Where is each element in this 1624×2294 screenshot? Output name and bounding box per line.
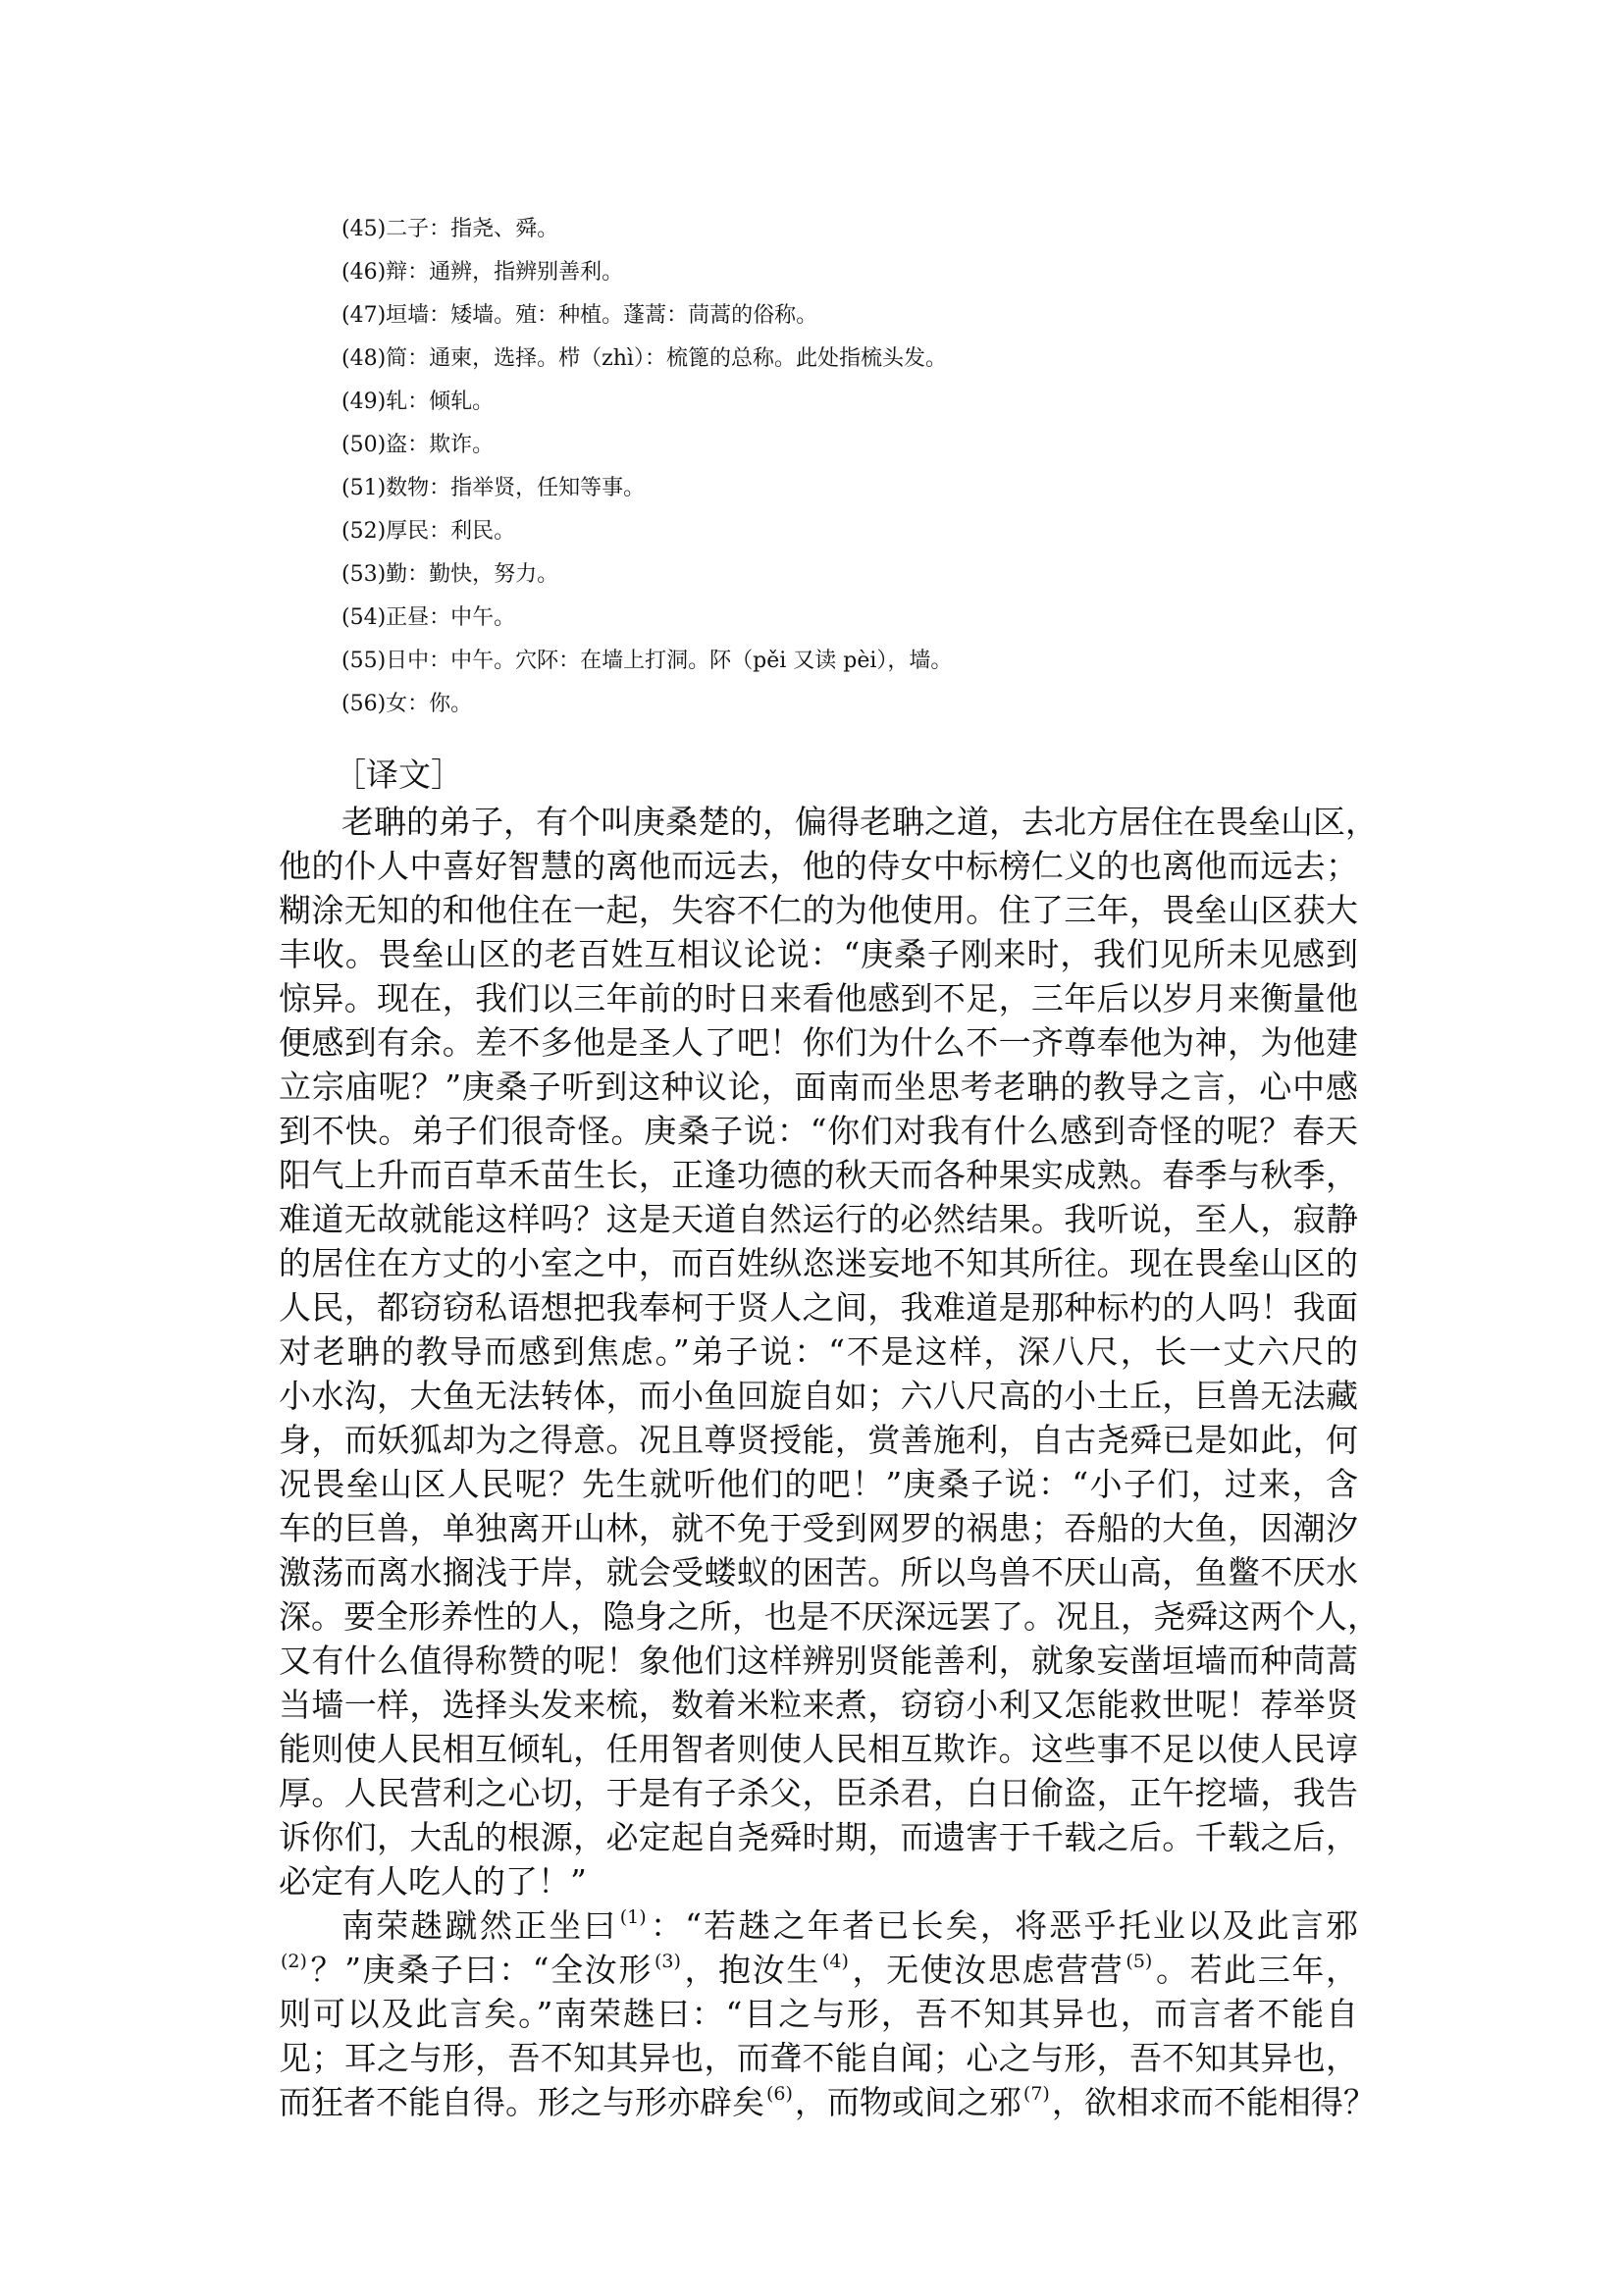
footnote-ref: (4) xyxy=(821,1951,849,1972)
note-item: (48)简：通柬，选择。栉（zhì）：梳篦的总称。此处指梳头发。 xyxy=(341,346,947,371)
note-item: (45)二子：指尧、舜。 xyxy=(341,217,559,241)
original-text: ，而物或间之邪 xyxy=(794,2083,1022,2121)
original-text: ，无使汝思虑营营 xyxy=(850,1951,1125,1989)
footnote-ref: (5) xyxy=(1126,1951,1153,1972)
original-line: 见；耳之与形，吾不知其异也，而聋不能自闻；心之与形，吾不知其异也， xyxy=(279,2039,1358,2077)
translation-line: 到不快。弟子们很奇怪。庚桑子说：“你们对我有什么感到奇怪的呢？春天 xyxy=(279,1112,1358,1150)
footnote-ref: (3) xyxy=(655,1951,681,1972)
footnote-ref: (7) xyxy=(1022,2083,1050,2105)
translation-line: 又有什么值得称赞的呢！象他们这样辨别贤能善利，就象妄凿垣墙而种茼蒿 xyxy=(279,1642,1358,1680)
original-line: 则可以及此言矣。”南荣趎曰：“目之与形，吾不知其异也，而言者不能自 xyxy=(279,1995,1358,2033)
note-item: (53)勤：勤快，努力。 xyxy=(341,562,559,587)
original-text: ？”庚桑子曰：“全汝形 xyxy=(308,1951,653,1989)
translation-line: 激荡而离水搁浅于岸，就会受蝼蚁的困苦。所以鸟兽不厌山高，鱼鳖不厌水 xyxy=(279,1553,1358,1591)
translation-line: 立宗庙呢？”庚桑子听到这种议论，面南而坐思考老聃的教导之言，心中感 xyxy=(279,1068,1358,1106)
footnote-ref: (1) xyxy=(619,1906,647,1928)
translation-line: 丰收。畏垒山区的老百姓互相议论说：“庚桑子刚来时，我们见所未见感到 xyxy=(279,935,1358,973)
notes-list xyxy=(341,208,1323,726)
original-text: 。若此三年， xyxy=(1154,1951,1359,1989)
translation-line: 必定有人吃人的了！” xyxy=(279,1862,587,1901)
note-item: (55)日中：中午。穴阫：在墙上打洞。阫（pěi 又读 pèi），墙。 xyxy=(341,649,953,673)
translation-line: 阳气上升而百草禾苗生长，正逢功德的秋天而各种果实成熟。春季与秋季， xyxy=(279,1156,1358,1194)
note-item: (54)正昼：中午。 xyxy=(341,605,516,630)
translation-line: 老聃的弟子，有个叫庚桑楚的，偏得老聃之道，去北方居住在畏垒山区， xyxy=(341,803,1378,841)
translation-line: 车的巨兽，单独离开山林，就不免于受到网罗的祸患；吞船的大鱼，因潮汐 xyxy=(279,1509,1358,1547)
translation-line: 当墙一样，选择头发来梳，数着米粒来煮，窃窃小利又怎能救世呢！荐举贤 xyxy=(279,1686,1358,1724)
original-text: ，抱汝生 xyxy=(682,1951,820,1989)
translation-line: 糊涂无知的和他住在一起，失容不仁的为他使用。住了三年，畏垒山区获大 xyxy=(279,891,1358,929)
note-item: (51)数物：指举贤，任知等事。 xyxy=(341,476,646,500)
footnote-ref: (2) xyxy=(281,1951,307,1972)
original-text: ，欲相求而不能相得？ xyxy=(1051,2083,1376,2121)
footnote-ref: (6) xyxy=(766,2083,793,2105)
note-item: (52)厚民：利民。 xyxy=(341,519,516,544)
original-text: 而狂者不能自得。形之与形亦辟矣 xyxy=(279,2083,764,2121)
translation-line: 厚。人民营利之心切，于是有子杀父，臣杀君，白日偷盗，正午挖墙，我告 xyxy=(279,1774,1358,1812)
translation-line: 的居住在方丈的小室之中，而百姓纵恣迷妄地不知其所往。现在畏垒山区的 xyxy=(279,1244,1358,1282)
translation-line: 深。要全形养性的人，隐身之所，也是不厌深远罢了。况且，尧舜这两个人， xyxy=(279,1597,1380,1636)
translation-line: 便感到有余。差不多他是圣人了吧！你们为什么不一齐尊奉他为神，为他建 xyxy=(279,1023,1358,1062)
original-text: 南荣趎蹴然正坐曰 xyxy=(341,1906,618,1945)
note-item: (56)女：你。 xyxy=(341,692,473,716)
original-line xyxy=(279,2080,1376,2124)
note-item: (50)盗：欺诈。 xyxy=(341,433,495,457)
original-line xyxy=(279,1903,1358,1948)
translation-line: 惊异。现在，我们以三年前的时日来看他感到不足，三年后以岁月来衡量他 xyxy=(279,979,1358,1017)
original-text: ：“若趎之年者已长矣，将恶乎托业以及此言邪 xyxy=(648,1906,1359,1945)
translation-line: 小水沟，大鱼无法转体，而小鱼回旋自如；六八尺高的小土丘，巨兽无法藏 xyxy=(279,1377,1358,1415)
note-item: (47)垣墙：矮墙。殖：种植。蓬蒿：茼蒿的俗称。 xyxy=(341,303,818,328)
translation-line: 身，而妖狐却为之得意。况且尊贤授能，赏善施利，自古尧舜已是如此，何 xyxy=(279,1421,1358,1459)
note-item: (49)轧：倾轧。 xyxy=(341,390,495,414)
translation-line: 他的仆人中喜好智慧的离他而远去，他的侍女中标榜仁义的也离他而远去； xyxy=(279,847,1358,885)
translation-line: 能则使人民相互倾轧，任用智者则使人民相互欺诈。这些事不足以使人民谆 xyxy=(279,1730,1358,1768)
translation-line: 况畏垒山区人民呢？先生就听他们的吧！”庚桑子说：“小子们，过来，含 xyxy=(279,1465,1358,1503)
translation-heading: ［译文］ xyxy=(334,756,463,794)
note-item: (46)辩：通辨，指辨别善利。 xyxy=(341,260,624,285)
original-line xyxy=(279,1948,1358,1992)
translation-body xyxy=(279,800,1380,2124)
translation-line: 对老聃的教导而感到焦虑。”弟子说：“不是这样，深八尺，长一丈六尺的 xyxy=(279,1332,1358,1371)
translation-line: 人民，都窃窃私语想把我奉柯于贤人之间，我难道是那种标杓的人吗！我面 xyxy=(279,1288,1358,1327)
translation-line: 诉你们，大乱的根源，必定起自尧舜时期，而遗害于千载之后。千载之后， xyxy=(279,1818,1358,1856)
translation-line: 难道无故就能这样吗？这是天道自然运行的必然结果。我听说，至人，寂静 xyxy=(279,1200,1358,1238)
